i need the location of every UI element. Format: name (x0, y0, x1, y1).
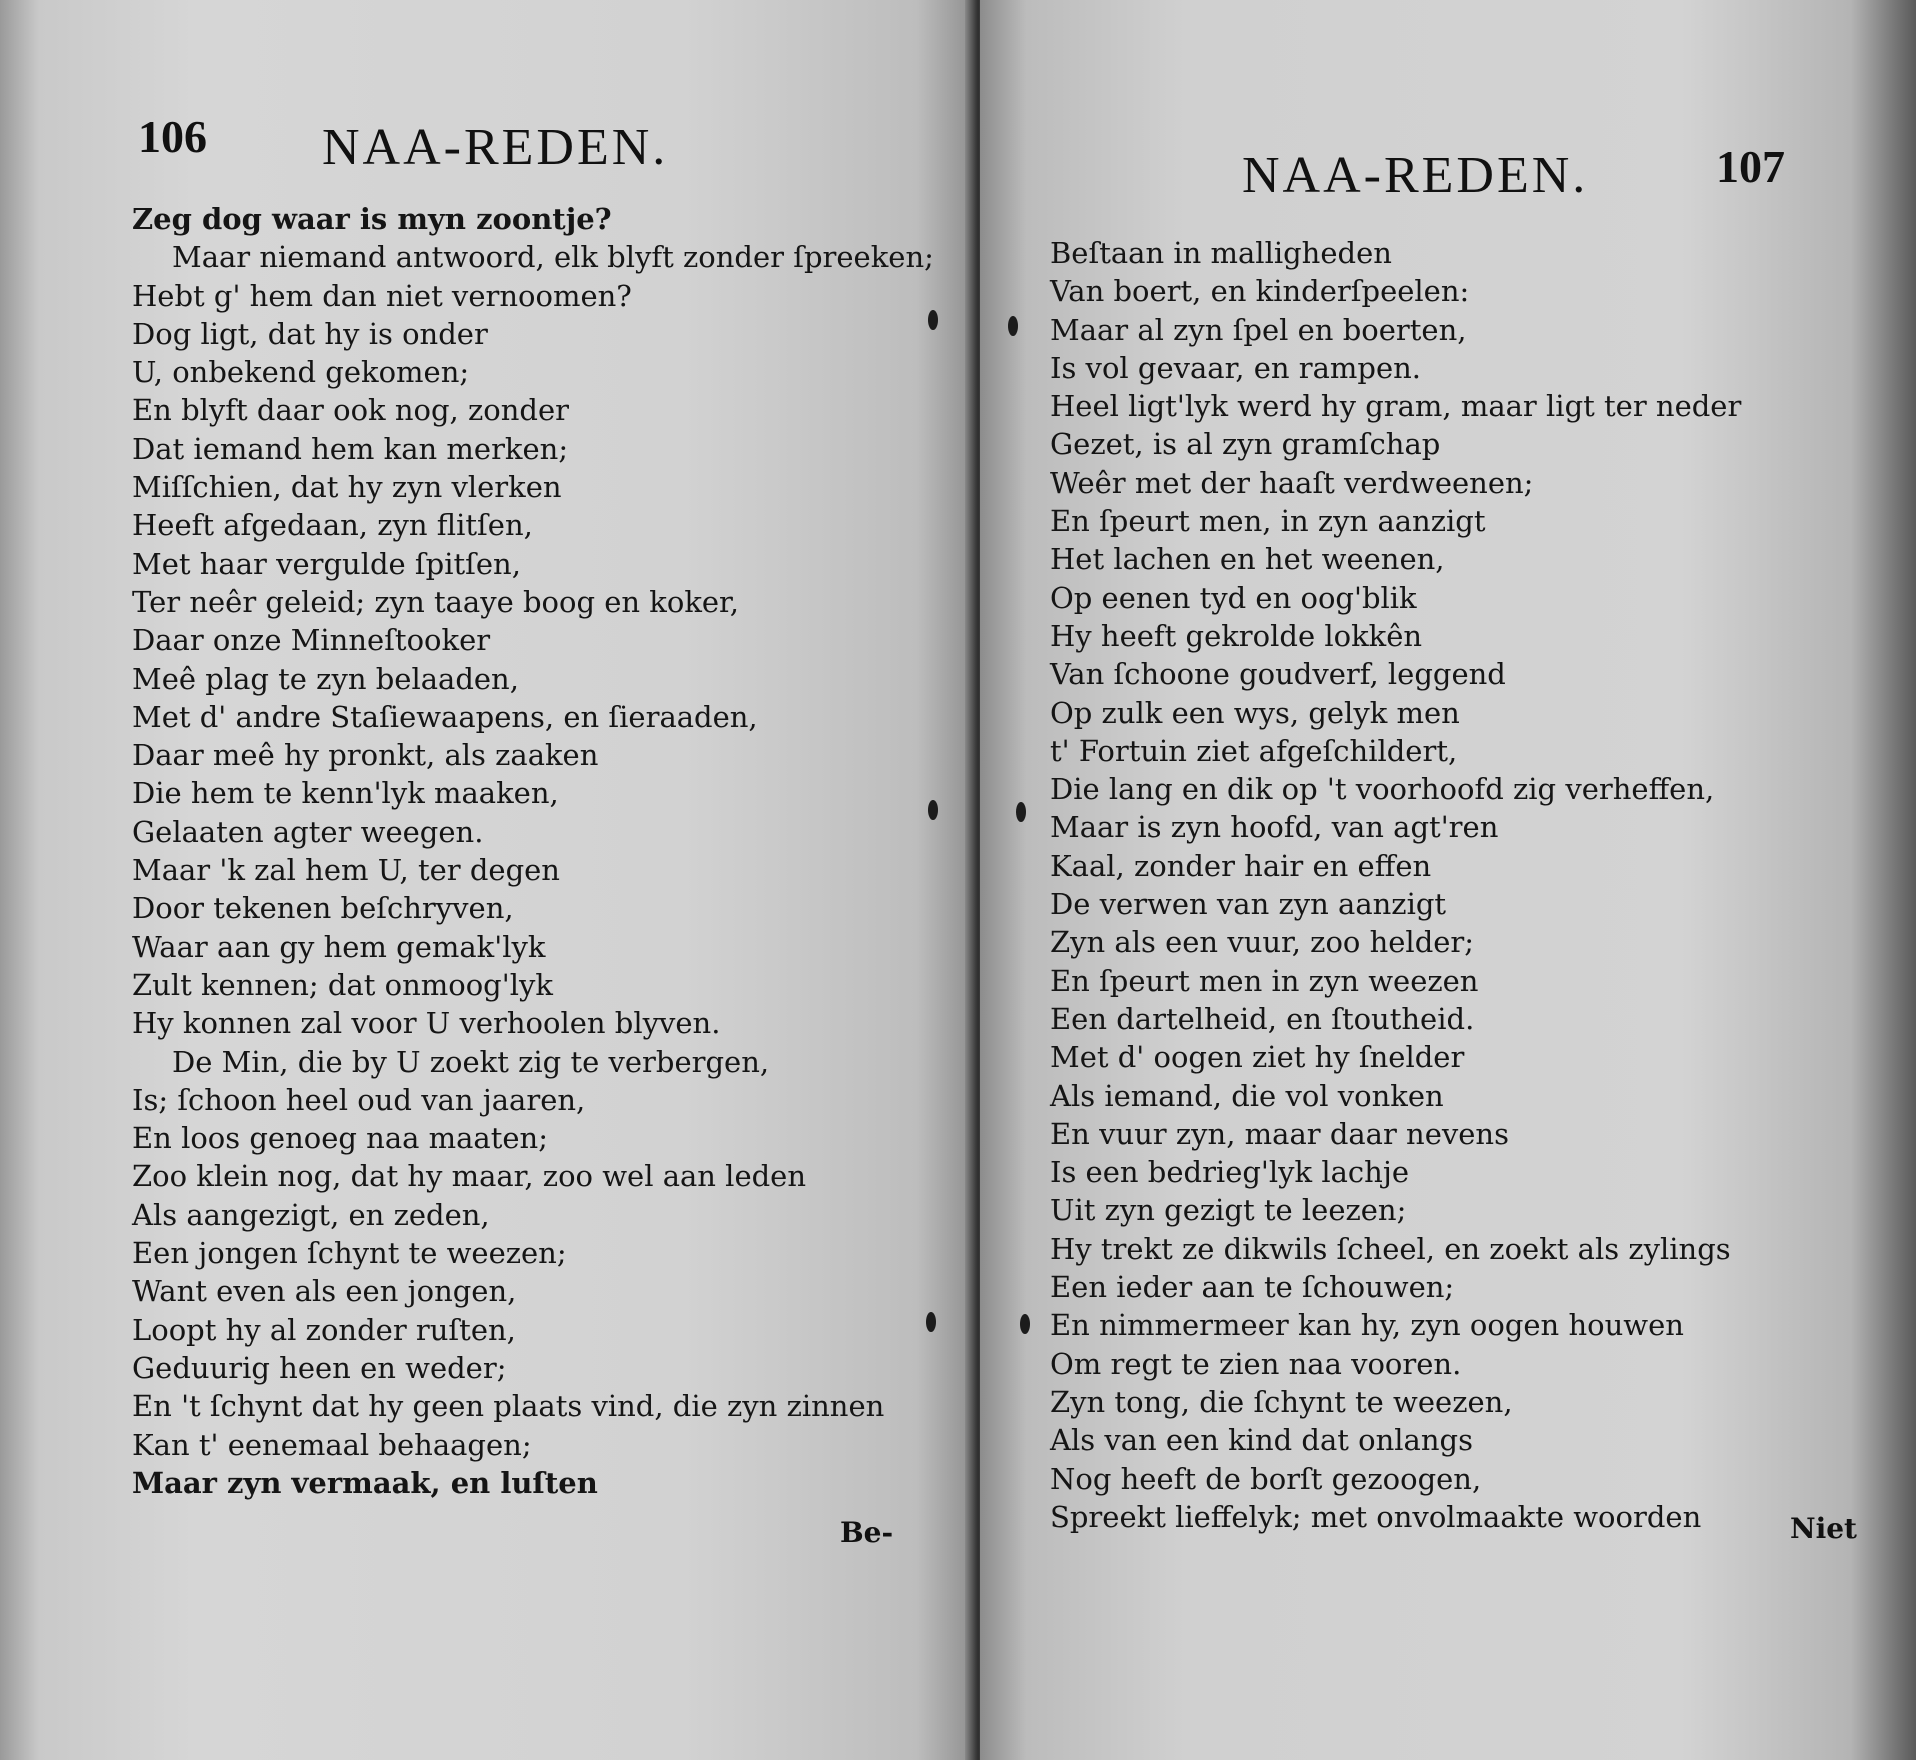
text-line: Uit zyn gezigt te leezen; (1050, 1193, 1407, 1228)
right-catchword: Niet (1790, 1512, 1857, 1545)
text-line: En ſpeurt men, in zyn aanzigt (1050, 504, 1486, 539)
sewing-hole (926, 1312, 936, 1332)
text-line: Als aangezigt, en zeden, (132, 1197, 490, 1232)
text-line: Als iemand, die vol vonken (1050, 1078, 1444, 1113)
text-line: Een jongen ſchynt te weezen; (132, 1236, 567, 1271)
text-line: Op eenen tyd en oog'blik (1050, 580, 1417, 615)
text-line: Een ieder aan te ſchouwen; (1050, 1270, 1455, 1305)
right-running-head: NAA-REDEN. (1242, 147, 1589, 204)
text-line: U, onbekend gekomen; (132, 355, 470, 390)
sewing-hole (928, 800, 938, 820)
text-line: Heeft afgedaan, zyn flitſen, (132, 508, 533, 543)
left-text-block (132, 200, 934, 1502)
text-line: En ſpeurt men in zyn weezen (1050, 963, 1479, 998)
text-line: Spreekt lieffelyk; met onvolmaakte woorden (1050, 1499, 1702, 1534)
text-line: Gezet, is al zyn gramſchap (1050, 427, 1441, 462)
text-line: Zoo klein nog, dat hy maar, zoo wel aan leden (132, 1159, 807, 1194)
text-line: Van boert, en kinderſpeelen: (1050, 274, 1470, 309)
text-line: Zult kennen; dat onmoog'lyk (132, 967, 553, 1002)
text-line: Kaal, zonder hair en effen (1050, 848, 1432, 883)
left-page-number: 106 (138, 111, 207, 162)
text-line: Daar onze Minneſtooker (132, 623, 491, 658)
text-line: Zyn tong, die ſchynt te weezen, (1050, 1384, 1513, 1419)
text-line: Hebt g' hem dan niet vernoomen? (132, 278, 632, 313)
text-line: Is vol gevaar, en rampen. (1050, 350, 1422, 385)
text-line: Kan t' eenemaal behaagen; (132, 1427, 532, 1462)
right-page (980, 0, 1916, 1760)
text-line: Dog ligt, dat hy is onder (132, 316, 488, 351)
text-line: Die lang en dik op 't voorhoofd zig verheffen, (1050, 772, 1715, 807)
right-page-number: 107 (1716, 141, 1785, 192)
right-text-block (1050, 234, 1741, 1536)
left-running-head: NAA-REDEN. (322, 119, 669, 176)
text-line: Door tekenen beſchryven, (132, 891, 514, 926)
text-line: Want even als een jongen, (132, 1274, 517, 1309)
text-line: En nimmermeer kan hy, zyn oogen houwen (1050, 1308, 1684, 1343)
text-line: Loopt hy al zonder ruſten, (132, 1312, 516, 1347)
text-line: Een dartelheid, en ſtoutheid. (1050, 1001, 1475, 1036)
text-line: Maar al zyn ſpel en boerten, (1050, 312, 1467, 347)
text-line: Beſtaan in malligheden (1050, 236, 1392, 270)
text-line: Nog heeft de borſt gezoogen, (1050, 1461, 1482, 1496)
left-catchword: Be- (840, 1516, 894, 1549)
text-line: De Min, die by U zoekt zig te verbergen, (172, 1044, 770, 1079)
text-line: Het lachen en het weenen, (1050, 542, 1445, 577)
text-line: Met d' andre Staſiewaapens, en ſieraaden, (132, 699, 758, 734)
text-line: Om regt te zien naa vooren. (1050, 1346, 1462, 1381)
text-line: Is; ſchoon heel oud van jaaren, (132, 1082, 586, 1117)
text-line: Maar is zyn hoofd, van agt'ren (1050, 810, 1499, 845)
text-line: Heel ligt'lyk werd hy gram, maar ligt ter neder (1050, 389, 1742, 424)
text-line: Geduurig heen en weder; (132, 1350, 507, 1385)
text-line: Zeg dog waar is myn zoontje? (132, 202, 612, 236)
text-line: Die hem te kenn'lyk maaken, (132, 776, 559, 811)
text-line: En vuur zyn, maar daar nevens (1050, 1116, 1509, 1151)
text-line: Daar meê hy pronkt, als zaaken (132, 738, 599, 773)
text-line: Dat iemand hem kan merken; (132, 431, 569, 466)
text-line: Maar 'k zal hem U, ter degen (132, 853, 560, 888)
text-line: Hy konnen zal voor U verhoolen blyven. (132, 1006, 721, 1041)
text-line: Ter neêr geleid; zyn taaye boog en koker, (132, 584, 739, 619)
text-line: Met haar vergulde ſpitſen, (132, 546, 521, 581)
sewing-hole (1008, 316, 1018, 336)
text-line: En blyft daar ook nog, zonder (132, 393, 569, 428)
text-line: Gelaaten agter weegen. (132, 814, 484, 849)
text-line: De verwen van zyn aanzigt (1050, 887, 1447, 922)
text-line: Met d' oogen ziet hy ſnelder (1050, 1040, 1465, 1075)
text-line: Hy trekt ze dikwils ſcheel, en zoekt als zylings (1050, 1231, 1731, 1266)
text-line: En 't ſchynt dat hy geen plaats vind, die zyn zinnen (132, 1389, 885, 1424)
sewing-hole (928, 310, 938, 330)
sewing-hole (1020, 1314, 1030, 1334)
text-line: Miſſchien, dat hy zyn vlerken (132, 470, 562, 505)
text-line: t' Fortuin ziet afgeſchildert, (1050, 733, 1458, 768)
text-line: Als van een kind dat onlangs (1050, 1423, 1473, 1458)
text-line: Maar zyn vermaak, en luſten (132, 1465, 598, 1500)
text-line: Meê plag te zyn belaaden, (132, 661, 519, 696)
text-line: Maar niemand antwoord, elk blyft zonder ſpreeken; (172, 240, 934, 275)
text-line: Waar aan gy hem gemak'lyk (132, 929, 546, 964)
text-line: En loos genoeg naa maaten; (132, 1121, 548, 1156)
text-line: Van ſchoone goudverf, leggend (1050, 657, 1506, 692)
text-line: Weêr met der haaſt verdweenen; (1050, 465, 1534, 500)
text-line: Zyn als een vuur, zoo helder; (1050, 925, 1475, 960)
text-line: Hy heeft gekrolde lokkên (1050, 618, 1423, 653)
sewing-hole (1016, 802, 1026, 822)
text-line: Op zulk een wys, gelyk men (1050, 695, 1460, 730)
text-line: Is een bedrieg'lyk lachje (1050, 1155, 1409, 1190)
